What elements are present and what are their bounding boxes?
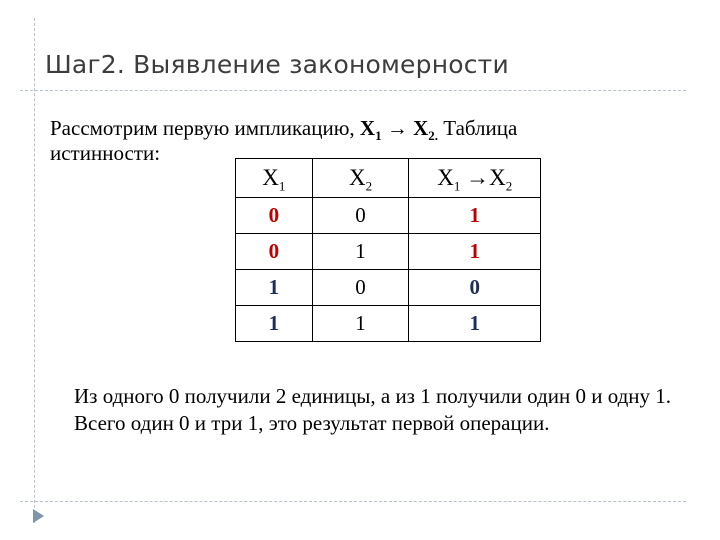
table-cell: 0	[409, 270, 541, 306]
intro-prefix: Рассмотрим первую импликацию,	[50, 116, 360, 140]
table-row	[236, 270, 541, 306]
title-divider	[20, 90, 686, 91]
table-row	[236, 234, 541, 270]
truth-table	[235, 158, 541, 342]
header-x1: $X_1$	[236, 159, 313, 198]
intro-arrow: →	[381, 116, 414, 140]
footer-divider	[20, 501, 686, 502]
intro-var-x1: $X_1$	[359, 116, 382, 144]
table-cell: 1	[312, 306, 409, 342]
header-x2: $X_2$	[312, 159, 409, 198]
header-implication: $X_1 \to X_2$	[409, 159, 541, 198]
table-row	[236, 198, 541, 234]
table-cell: 1	[409, 234, 541, 270]
intro-line-1	[50, 116, 518, 144]
arrow-right-icon[interactable]	[33, 509, 44, 523]
table-cell: 0	[236, 198, 313, 234]
table-cell: 1	[236, 306, 313, 342]
table-cell: 1	[236, 270, 313, 306]
table-cell: 1	[312, 234, 409, 270]
table-row	[236, 306, 541, 342]
truth-table-header	[236, 159, 541, 198]
table-cell: 1	[409, 198, 541, 234]
table-cell: 0	[312, 270, 409, 306]
table-cell: 0	[236, 234, 313, 270]
vertical-divider	[34, 18, 35, 523]
table-cell: 0	[312, 198, 409, 234]
intro-line-2: истинности:	[50, 141, 161, 165]
slide-title: Шаг2. Выявление закономерности	[45, 50, 509, 79]
table-cell: 1	[409, 306, 541, 342]
intro-suffix: Таблица	[438, 116, 518, 140]
conclusion-paragraph: Из одного 0 получили 2 единицы, а из 1 получили один 0 и одну 1. Всего один 0 и три 1, это результат первой операции.	[74, 384, 672, 435]
intro-var-x2: $X_{2.}$	[413, 116, 439, 144]
